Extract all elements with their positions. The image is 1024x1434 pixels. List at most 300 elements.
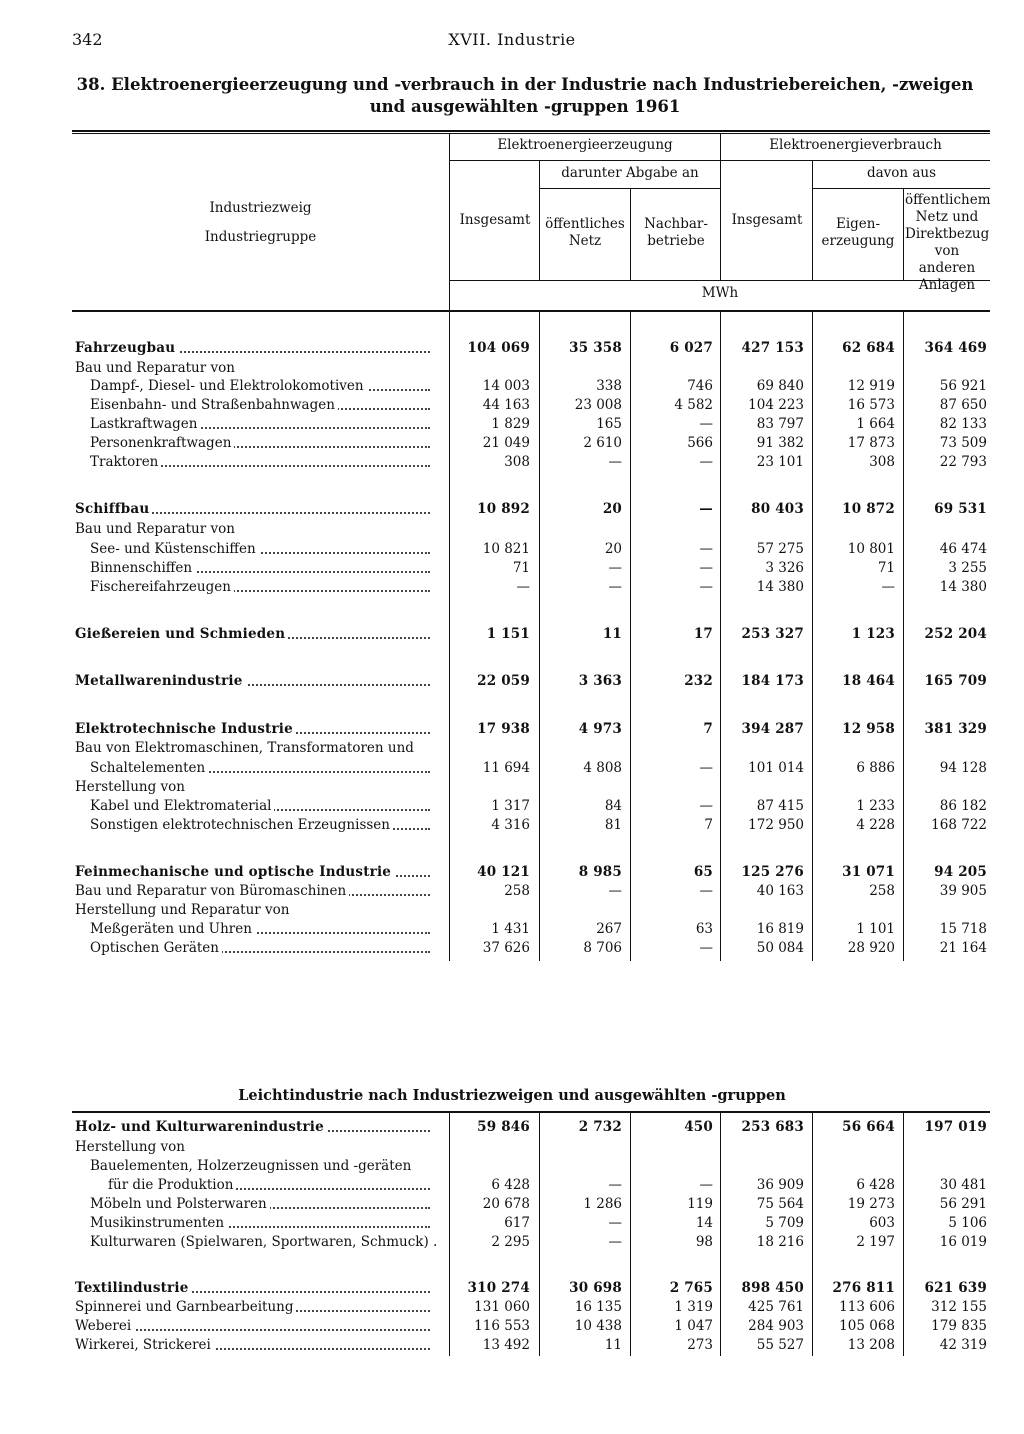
row-label [75, 1297, 440, 1317]
row-label-text: Fischereifahrzeugen [90, 579, 234, 595]
cell-col-4: 69 840 [756, 378, 804, 394]
cell-col-1: 131 060 [474, 1299, 530, 1315]
cell-col-5: 113 606 [839, 1299, 895, 1315]
cell-col-3: 63 [695, 921, 713, 937]
cell-col-6: 5 106 [948, 1215, 987, 1231]
row-label [90, 433, 440, 453]
cell-col-5: 71 [877, 560, 895, 576]
cell-col-3: — [699, 579, 713, 595]
row-label-text: Meßgeräten und Uhren [90, 921, 255, 937]
header-darunter: darunter Abgabe an [561, 165, 699, 181]
cell-col-6: 82 133 [939, 416, 987, 432]
cell-col-5: 62 684 [842, 340, 895, 356]
header-insgesamt-verbrauch: Insgesamt [731, 212, 803, 228]
cell-col-4: 57 275 [756, 541, 804, 557]
cell-col-3: — [699, 940, 713, 956]
cell-col-4: 16 819 [756, 921, 804, 937]
page-number: 342 [72, 30, 103, 49]
cell-col-2: 16 135 [574, 1299, 622, 1315]
row-label [90, 539, 440, 559]
row-label-text: Bau und Reparatur von Büromaschinen [75, 883, 349, 899]
cell-col-5: 13 208 [847, 1337, 895, 1353]
cell-col-1 [445, 1156, 530, 1176]
cell-col-3: 119 [687, 1196, 713, 1212]
cell-col-1: 44 163 [482, 397, 530, 413]
cell-col-5: 16 573 [847, 397, 895, 413]
cell-col-2: 20 [602, 501, 622, 517]
cell-col-6: 21 164 [939, 940, 987, 956]
table-row [0, 338, 1024, 358]
row-label [90, 919, 440, 939]
cell-col-4: 101 014 [748, 760, 804, 776]
cell-col-4: 125 276 [741, 864, 804, 880]
row-label-text: Bauelementen, Holzerzeugnissen und -geräten [90, 1158, 414, 1174]
cell-col-2: 10 438 [574, 1318, 622, 1334]
cell-col-1: 258 [504, 883, 530, 899]
section2-title: Leichtindustrie nach Industriezweigen und ausgewählten -gruppen [238, 1087, 786, 1104]
cell-col-5: 17 873 [847, 435, 895, 451]
cell-col-6: 621 639 [924, 1280, 987, 1296]
cell-col-3: 566 [687, 435, 713, 451]
cell-col-6: 381 329 [924, 721, 987, 737]
cell-col-5: 276 811 [832, 1280, 895, 1296]
cell-col-6: 30 481 [939, 1177, 987, 1193]
cell-col-6: 56 291 [939, 1196, 987, 1212]
row-label [90, 577, 440, 597]
table-row [0, 577, 1024, 597]
cell-col-6: 15 718 [939, 921, 987, 937]
row-label-text: Lastkraftwagen [90, 416, 200, 432]
cell-col-4: 87 415 [756, 798, 804, 814]
cell-col-1: 4 316 [491, 817, 530, 833]
cell-col-2: 23 008 [574, 397, 622, 413]
cell-col-4: 83 797 [756, 416, 804, 432]
cell-col-5: — [881, 579, 895, 595]
cell-col-6: 179 835 [931, 1318, 987, 1334]
cell-col-4: 80 403 [751, 501, 804, 517]
cell-col-1: 6 428 [491, 1177, 530, 1193]
cell-col-4 [719, 777, 804, 797]
cell-col-6 [902, 777, 987, 797]
row-label-text: Optischen Geräten [90, 940, 222, 956]
cell-col-4: 3 326 [765, 560, 804, 576]
cell-col-4: 14 380 [756, 579, 804, 595]
row-label-text: Herstellung und Reparatur von [75, 902, 293, 918]
row-label-text: Schiffbau [75, 501, 152, 517]
cell-col-5: 2 197 [856, 1234, 895, 1250]
cell-col-3 [628, 900, 713, 920]
row-label-text: See- und Küstenschiffen [90, 541, 259, 557]
cell-col-6: 42 319 [939, 1337, 987, 1353]
row-label [75, 624, 440, 644]
cell-col-2: 4 808 [583, 760, 622, 776]
row-label-text: Personenkraftwagen [90, 435, 234, 451]
cell-col-4: 18 216 [756, 1234, 804, 1250]
row-label-text: Bau und Reparatur von [75, 521, 238, 537]
cell-col-3: 2 765 [669, 1280, 713, 1296]
header-davon: davon aus [866, 165, 937, 181]
row-label-text: Traktoren [90, 454, 161, 470]
row-label-text: für die Produktion [108, 1177, 236, 1193]
cell-col-6: 197 019 [924, 1119, 987, 1135]
row-label [75, 777, 440, 797]
cell-col-1: 13 492 [482, 1337, 530, 1353]
cell-col-5: 105 068 [839, 1318, 895, 1334]
row-label-text: Schaltelementen [90, 760, 208, 776]
table-row [0, 395, 1024, 415]
row-label [75, 1117, 440, 1137]
cell-col-1: 59 846 [477, 1119, 530, 1135]
cell-col-2: 2 732 [578, 1119, 622, 1135]
cell-col-6: 86 182 [939, 798, 987, 814]
table-row [0, 358, 1024, 378]
cell-col-2: 8 985 [578, 864, 622, 880]
cell-col-6: 22 793 [939, 454, 987, 470]
cell-col-2 [537, 1137, 622, 1157]
chapter-heading: XVII. Industrie [448, 30, 576, 49]
cell-col-3: 65 [693, 864, 713, 880]
cell-col-5: 258 [869, 883, 895, 899]
cell-col-1: 104 069 [467, 340, 530, 356]
row-label-text: Bau von Elektromaschinen, Transformatoren und [75, 740, 417, 756]
cell-col-5: 4 228 [856, 817, 895, 833]
row-label [75, 671, 440, 691]
cell-col-1: 1 151 [486, 626, 530, 642]
row-label-text: Elektrotechnische Industrie [75, 721, 296, 737]
cell-col-4 [719, 1156, 804, 1176]
cell-col-5: 12 958 [842, 721, 895, 737]
cell-col-5 [810, 519, 895, 539]
cell-col-2: — [608, 883, 622, 899]
cell-col-1 [445, 738, 530, 758]
cell-col-1 [445, 358, 530, 378]
cell-col-3 [628, 1137, 713, 1157]
cell-col-3: 1 047 [674, 1318, 713, 1334]
row-label [90, 1194, 440, 1214]
cell-col-1 [445, 777, 530, 797]
cell-col-3: — [699, 798, 713, 814]
table-row [0, 777, 1024, 797]
cell-col-4: 427 153 [741, 340, 804, 356]
row-label [75, 338, 440, 358]
cell-col-4: 172 950 [748, 817, 804, 833]
table-row [0, 671, 1024, 691]
row-label-text: Sonstigen elektrotechnischen Erzeugnissen [90, 817, 393, 833]
cell-col-6: 56 921 [939, 378, 987, 394]
row-label-text: Fahrzeugbau [75, 340, 178, 356]
cell-col-1: 116 553 [474, 1318, 530, 1334]
cell-col-5: 603 [869, 1215, 895, 1231]
stub-header-line1: Industriezweig [209, 200, 312, 216]
cell-col-4 [719, 900, 804, 920]
row-label [90, 796, 440, 816]
cell-col-1: 1 829 [491, 416, 530, 432]
row-label [75, 719, 440, 739]
cell-col-5 [810, 1156, 895, 1176]
table-row [0, 919, 1024, 939]
cell-col-1 [445, 1137, 530, 1157]
cell-col-6: 39 905 [939, 883, 987, 899]
cell-col-3 [628, 519, 713, 539]
cell-col-3: — [699, 560, 713, 576]
table-row [0, 938, 1024, 958]
table-row [0, 862, 1024, 882]
cell-col-1: 40 121 [477, 864, 530, 880]
cell-col-2: — [608, 1215, 622, 1231]
row-label [75, 900, 440, 920]
cell-col-3: 746 [687, 378, 713, 394]
cell-col-2: — [608, 1177, 622, 1193]
cell-col-4 [719, 738, 804, 758]
cell-col-5: 6 886 [856, 760, 895, 776]
row-label-text: Möbeln und Polsterwaren [90, 1196, 270, 1212]
table-row [0, 558, 1024, 578]
table-row [0, 719, 1024, 739]
unit-label: MWh [701, 285, 739, 301]
cell-col-5: 1 123 [851, 626, 895, 642]
cell-col-2 [537, 738, 622, 758]
row-label-text: Kulturwaren (Spielwaren, Sportwaren, Schmuck) . [90, 1234, 440, 1250]
cell-col-4: 394 287 [741, 721, 804, 737]
row-label [75, 1316, 440, 1336]
cell-col-2: 84 [604, 798, 622, 814]
cell-col-1: 2 295 [491, 1234, 530, 1250]
cell-col-2: 267 [596, 921, 622, 937]
cell-col-5: 31 071 [842, 864, 895, 880]
cell-col-6: 168 722 [931, 817, 987, 833]
cell-col-4: 5 709 [765, 1215, 804, 1231]
cell-col-4 [719, 519, 804, 539]
cell-col-1: 308 [504, 454, 530, 470]
table-title-line2: und ausgewählten -gruppen 1961 [369, 97, 681, 116]
cell-col-2 [537, 900, 622, 920]
cell-col-3: — [699, 416, 713, 432]
cell-col-4: 23 101 [756, 454, 804, 470]
row-label-text: Binnenschiffen [90, 560, 195, 576]
cell-col-1: 21 049 [482, 435, 530, 451]
row-label [90, 1213, 440, 1233]
row-label-text: Herstellung von [75, 1139, 188, 1155]
stub-header-line2: Industriegruppe [204, 229, 317, 245]
cell-col-2: 11 [604, 1337, 622, 1353]
cell-col-2: 8 706 [583, 940, 622, 956]
cell-col-4: 253 683 [741, 1119, 804, 1135]
table-title-line1: 38. Elektroenergieerzeugung und -verbrauch in der Industrie nach Industriebereichen, -zweigen [76, 75, 974, 94]
cell-col-3 [628, 777, 713, 797]
table-row [0, 796, 1024, 816]
cell-col-6: 69 531 [934, 501, 987, 517]
table-row [0, 1175, 1024, 1195]
cell-col-3 [628, 1156, 713, 1176]
row-label-text: Dampf-, Diesel- und Elektrolokomotiven [90, 378, 367, 394]
cell-col-1: 17 938 [477, 721, 530, 737]
cell-col-2 [537, 358, 622, 378]
cell-col-3: 273 [687, 1337, 713, 1353]
cell-col-5: 1 233 [856, 798, 895, 814]
row-label-text: Wirkerei, Strickerei [75, 1337, 214, 1353]
cell-col-1: 14 003 [482, 378, 530, 394]
cell-col-3 [628, 738, 713, 758]
cell-col-1: 1 431 [491, 921, 530, 937]
cell-col-3: — [699, 541, 713, 557]
table-row [0, 815, 1024, 835]
header-erzeugung: Elektroenergieerzeugung [497, 137, 673, 153]
cell-col-3 [628, 358, 713, 378]
table-row [0, 758, 1024, 778]
row-label-text: Kabel und Elektromaterial [90, 798, 274, 814]
row-label-text: Musikinstrumenten [90, 1215, 227, 1231]
cell-col-1: — [516, 579, 530, 595]
cell-col-3: 1 319 [674, 1299, 713, 1315]
cell-col-5: 56 664 [842, 1119, 895, 1135]
cell-col-4: 184 173 [741, 673, 804, 689]
cell-col-5 [810, 1137, 895, 1157]
cell-col-5 [810, 900, 895, 920]
cell-col-2: — [608, 454, 622, 470]
cell-col-3: 7 [704, 817, 713, 833]
row-label-text: Eisenbahn- und Straßenbahnwagen [90, 397, 338, 413]
cell-col-6: 3 255 [948, 560, 987, 576]
cell-col-6: 312 155 [931, 1299, 987, 1315]
table-row [0, 1297, 1024, 1317]
table-row [0, 499, 1024, 519]
row-label [75, 499, 440, 519]
cell-col-3: 98 [695, 1234, 713, 1250]
cell-col-6 [902, 1137, 987, 1157]
cell-col-5 [810, 738, 895, 758]
cell-col-5: 18 464 [842, 673, 895, 689]
cell-col-5 [810, 358, 895, 378]
cell-col-4: 898 450 [741, 1280, 804, 1296]
cell-col-3: 14 [695, 1215, 713, 1231]
cell-col-2: 30 698 [569, 1280, 622, 1296]
cell-col-3: 7 [703, 721, 713, 737]
table-row [0, 1194, 1024, 1214]
cell-col-1: 10 892 [477, 501, 530, 517]
header-oeffentlichem-netz: öffentlichem Netz und Direktbezug von anderen Anlagen [905, 192, 991, 293]
row-label [90, 815, 440, 835]
row-label [75, 738, 440, 758]
cell-col-3: — [699, 883, 713, 899]
table-row [0, 1278, 1024, 1298]
cell-col-2: 81 [604, 817, 622, 833]
cell-col-4: 50 084 [756, 940, 804, 956]
table-row [0, 1137, 1024, 1157]
cell-col-3: 4 582 [674, 397, 713, 413]
cell-col-1 [445, 900, 530, 920]
row-label-text: Textilindustrie [75, 1280, 192, 1296]
cell-col-1: 20 678 [482, 1196, 530, 1212]
cell-col-2: 4 973 [578, 721, 622, 737]
table-row [0, 1232, 1024, 1252]
cell-col-1: 71 [512, 560, 530, 576]
table-row [0, 414, 1024, 434]
row-label [90, 452, 440, 472]
cell-col-6 [902, 358, 987, 378]
table-row [0, 1156, 1024, 1176]
cell-col-4: 55 527 [756, 1337, 804, 1353]
cell-col-5: 12 919 [847, 378, 895, 394]
row-label-text: Holz- und Kulturwarenindustrie [75, 1119, 327, 1135]
cell-col-1: 10 821 [482, 541, 530, 557]
cell-col-6 [902, 519, 987, 539]
cell-col-2: — [608, 560, 622, 576]
cell-col-4: 40 163 [756, 883, 804, 899]
table-row [0, 738, 1024, 758]
cell-col-6: 14 380 [939, 579, 987, 595]
cell-col-4: 253 327 [741, 626, 804, 642]
row-label-text: Metallwarenindustrie [75, 673, 246, 689]
row-label [75, 862, 440, 882]
cell-col-5: 1 101 [856, 921, 895, 937]
cell-col-2: 3 363 [578, 673, 622, 689]
cell-col-1: 11 694 [482, 760, 530, 776]
row-label-text: Feinmechanische und optische Industrie [75, 864, 394, 880]
table-row [0, 1335, 1024, 1355]
cell-col-6: 94 205 [934, 864, 987, 880]
cell-col-2: — [608, 579, 622, 595]
cell-col-3: — [699, 1177, 713, 1193]
row-label [90, 414, 440, 434]
cell-col-3: — [699, 454, 713, 470]
table-row [0, 1316, 1024, 1336]
table-row [0, 1117, 1024, 1137]
cell-col-5: 10 801 [847, 541, 895, 557]
cell-col-1: 617 [504, 1215, 530, 1231]
table-row [0, 519, 1024, 539]
cell-col-5: 6 428 [856, 1177, 895, 1193]
cell-col-4: 425 761 [748, 1299, 804, 1315]
cell-col-6: 73 509 [939, 435, 987, 451]
cell-col-1 [445, 519, 530, 539]
header-eigenerzeugung: Eigen-erzeugung [821, 216, 895, 249]
row-label-text: Herstellung von [75, 779, 188, 795]
row-label [75, 358, 440, 378]
row-label [90, 938, 440, 958]
header-verbrauch: Elektroenergieverbrauch [769, 137, 942, 153]
cell-col-3: — [699, 501, 713, 517]
cell-col-2 [537, 1156, 622, 1176]
cell-col-2: — [608, 1234, 622, 1250]
table-row [0, 376, 1024, 396]
row-label [90, 376, 440, 396]
cell-col-2: 338 [596, 378, 622, 394]
table-row [0, 433, 1024, 453]
row-label-text: Weberei [75, 1318, 134, 1334]
cell-col-5: 1 664 [856, 416, 895, 432]
header-oeffentliches-netz: öffentliches Netz [545, 216, 625, 249]
cell-col-1: 37 626 [482, 940, 530, 956]
cell-col-2: 2 610 [583, 435, 622, 451]
cell-col-2: 35 358 [569, 340, 622, 356]
table-row [0, 1213, 1024, 1233]
row-label [90, 1156, 440, 1176]
cell-col-2: 11 [602, 626, 622, 642]
table-row [0, 900, 1024, 920]
cell-col-6: 87 650 [939, 397, 987, 413]
cell-col-2: 165 [596, 416, 622, 432]
table-row [0, 539, 1024, 559]
cell-col-4: 284 903 [748, 1318, 804, 1334]
cell-col-6 [902, 1156, 987, 1176]
cell-col-6 [902, 738, 987, 758]
row-label-text: Gießereien und Schmieden [75, 626, 288, 642]
table-row [0, 452, 1024, 472]
table-row [0, 624, 1024, 644]
cell-col-4: 91 382 [756, 435, 804, 451]
row-label [75, 881, 440, 901]
cell-col-4 [719, 1137, 804, 1157]
